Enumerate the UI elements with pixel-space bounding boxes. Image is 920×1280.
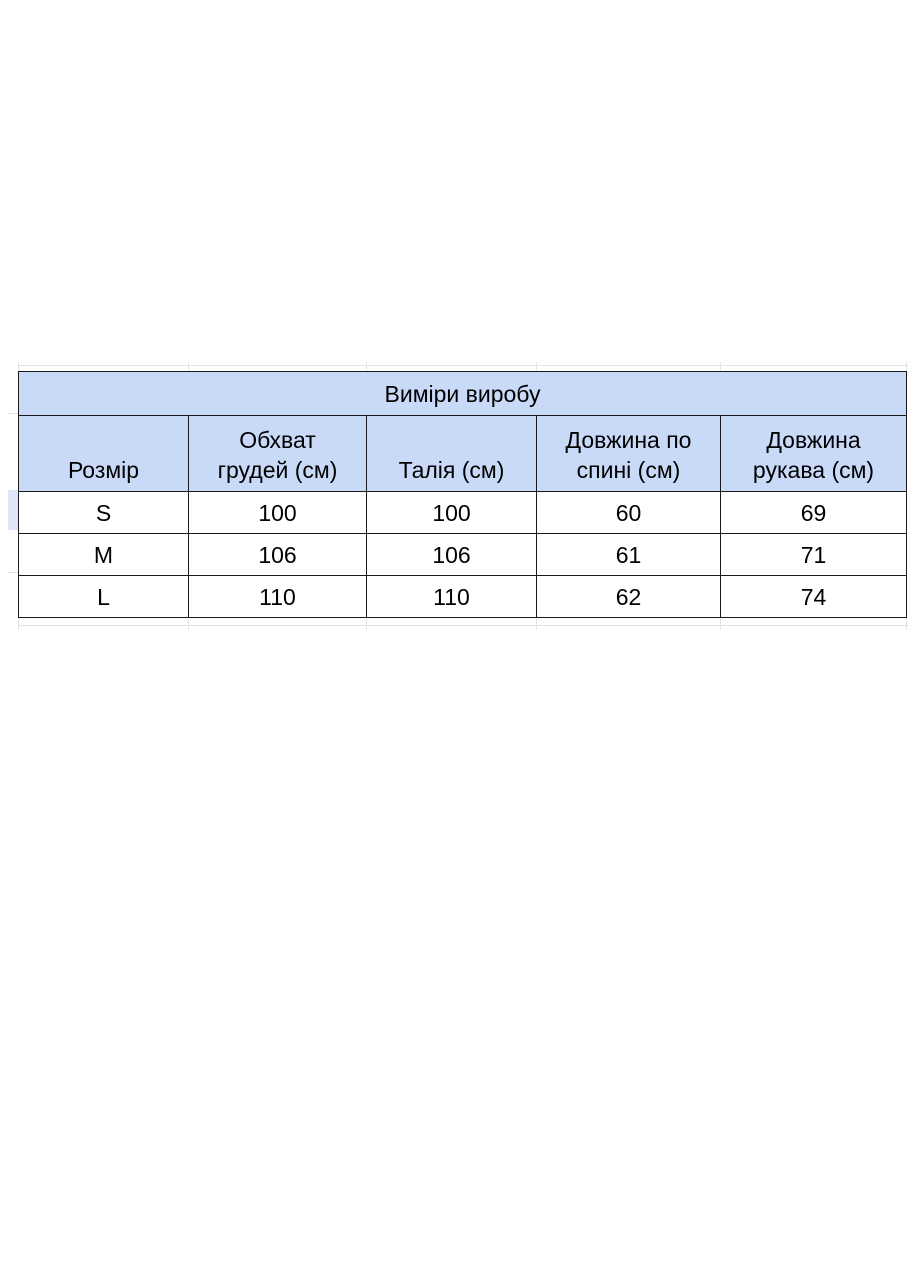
cell-sleeve-length: 71 xyxy=(721,534,907,576)
header-line: Довжина xyxy=(766,427,861,453)
header-size xyxy=(19,416,189,492)
header-line: рукава (см) xyxy=(752,457,875,483)
header-line: Розмір xyxy=(67,457,140,483)
header-line: Талія (см) xyxy=(398,457,505,483)
cell-size: S xyxy=(19,492,189,534)
cell-waist: 106 xyxy=(367,534,537,576)
table-row xyxy=(19,534,907,576)
header-line: спині (см) xyxy=(576,457,681,483)
cell-waist: 100 xyxy=(367,492,537,534)
header-back-length xyxy=(537,416,721,492)
gridline xyxy=(18,365,908,366)
gridline xyxy=(18,625,908,626)
header-sleeve-length xyxy=(721,416,907,492)
title-row xyxy=(19,372,907,416)
cell-sleeve-length: 74 xyxy=(721,576,907,618)
header-line: грудей (см) xyxy=(217,457,338,483)
size-table xyxy=(18,371,907,618)
cell-size: L xyxy=(19,576,189,618)
header-line: Довжина по xyxy=(565,427,692,453)
row-selection-marker xyxy=(8,490,18,530)
cell-sleeve-length: 69 xyxy=(721,492,907,534)
header-chest xyxy=(189,416,367,492)
cell-waist: 110 xyxy=(367,576,537,618)
cell-chest: 110 xyxy=(189,576,367,618)
cell-size: M xyxy=(19,534,189,576)
header-line: Обхват xyxy=(239,427,316,453)
cell-chest: 100 xyxy=(189,492,367,534)
table-row xyxy=(19,492,907,534)
cell-back-length: 62 xyxy=(537,576,721,618)
header-line xyxy=(19,425,188,455)
cell-back-length: 61 xyxy=(537,534,721,576)
cell-back-length: 60 xyxy=(537,492,721,534)
gridline xyxy=(8,413,18,414)
gridline xyxy=(8,572,18,573)
header-line xyxy=(367,425,536,455)
header-waist xyxy=(367,416,537,492)
header-row xyxy=(19,416,907,492)
cell-chest: 106 xyxy=(189,534,367,576)
table-title: Виміри виробу xyxy=(19,372,907,416)
table-row xyxy=(19,576,907,618)
